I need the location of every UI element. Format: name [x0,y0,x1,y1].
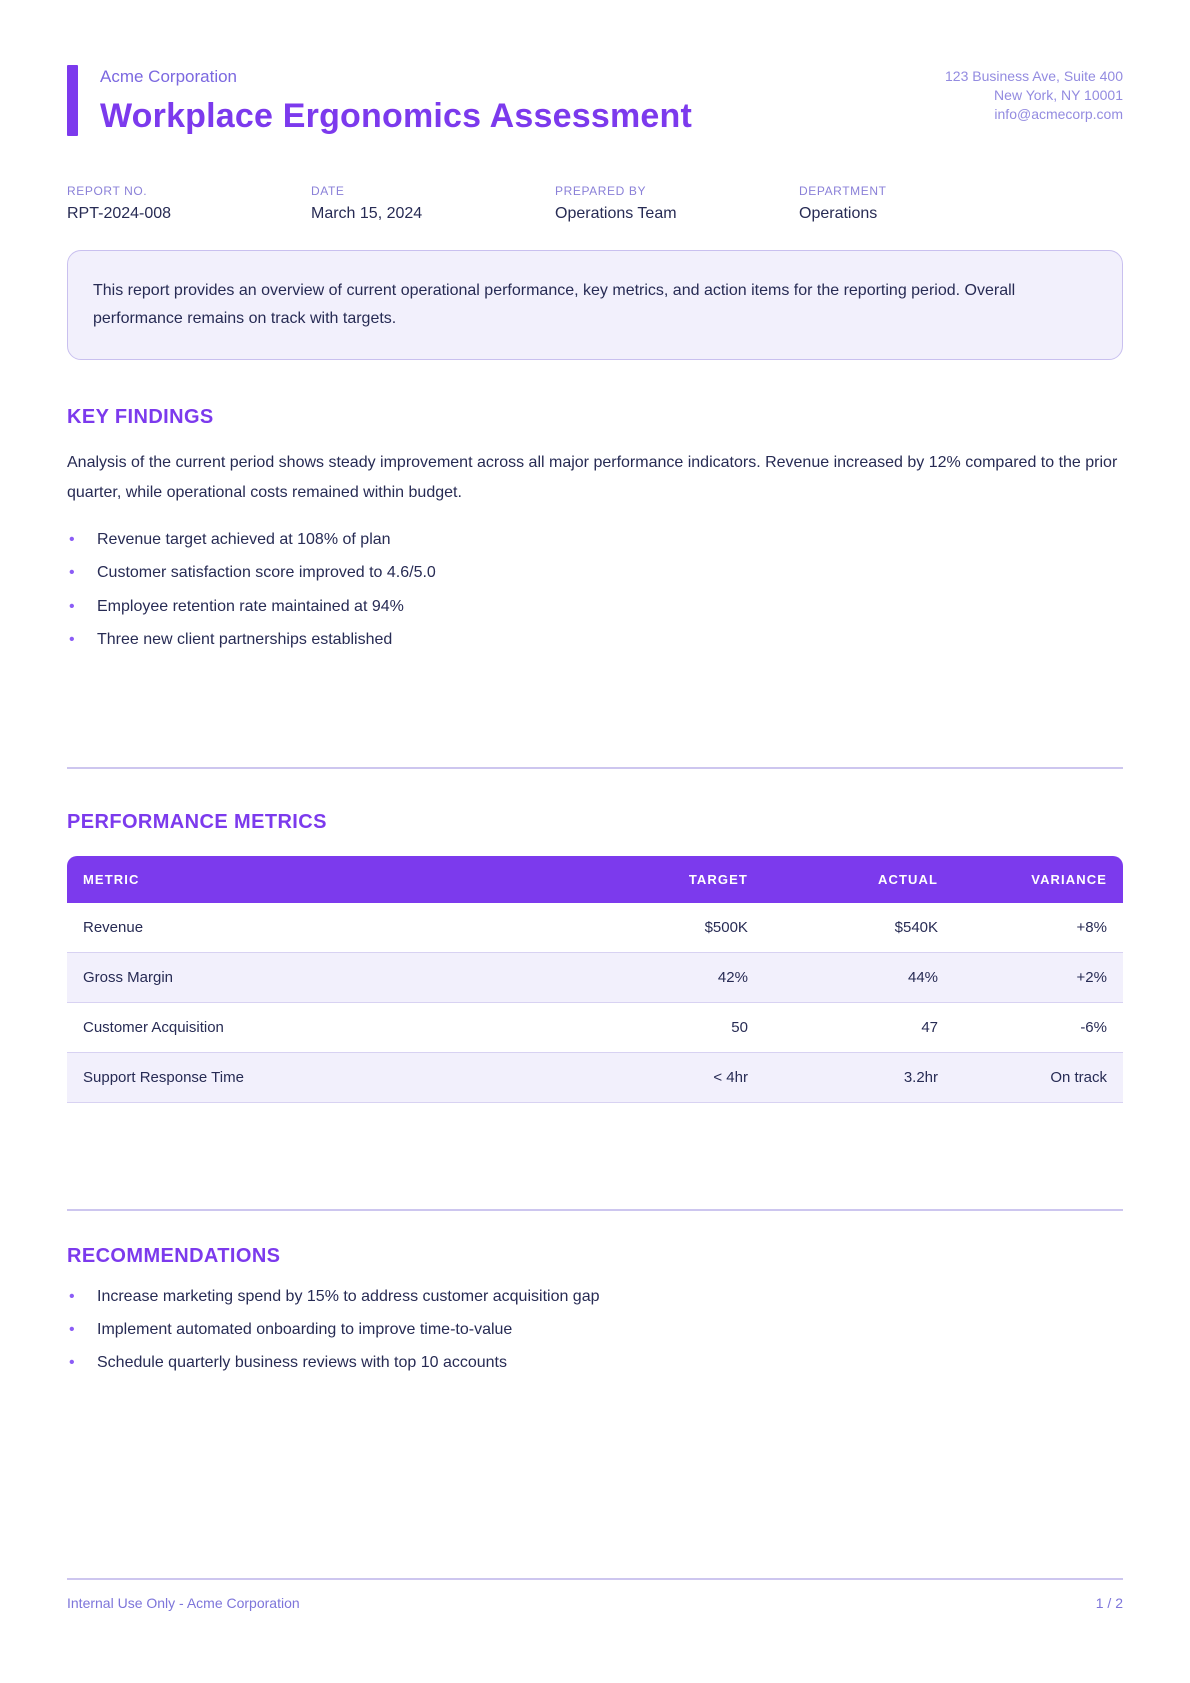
metrics-table-header [67,856,1123,903]
cell-target: 42% [553,953,764,1003]
meta-label: DATE [311,184,345,198]
section-divider [67,1209,1123,1211]
cell-variance: On track [954,1053,1123,1103]
cell-target: $500K [553,903,764,953]
table-header-row [67,856,1123,903]
report-header [67,65,1123,136]
address-line: 123 Business Ave, Suite 400 [945,68,1123,84]
recommendations-heading: RECOMMENDATIONS [67,1244,281,1267]
meta-department [799,184,887,223]
bullet-icon: • [69,1287,75,1305]
column-header-actual: ACTUAL [764,856,954,903]
company-address [945,65,1123,124]
cell-metric: Revenue [67,903,553,953]
key-findings-heading: KEY FINDINGS [67,406,214,428]
cell-variance: +8% [954,903,1123,953]
bullet-icon: • [69,1321,75,1339]
bullet-icon: • [69,1354,75,1372]
summary-text: This report provides an overview of current operational performance, key metrics, and action items for the reporting period. Overall performance remains on track with targets. [93,282,1016,327]
table-row [67,903,1123,953]
address-line: info@acmecorp.com [994,105,1123,122]
cell-metric: Customer Acquisition [67,1003,553,1053]
table-row [67,1003,1123,1053]
list-item-text: Increase marketing spend by 15% to address customer acquisition gap [97,1287,600,1305]
recommendations-list [67,1287,1123,1373]
cell-target: < 4hr [553,1053,764,1103]
bullet-icon: • [69,630,75,648]
cell-actual: 44% [764,953,954,1003]
meta-value: Operations Team [555,205,677,222]
metrics-table-body [67,903,1123,1103]
meta-label: PREPARED BY [555,184,647,198]
cell-actual: $540K [764,903,954,953]
meta-label: REPORT NO. [67,184,148,198]
meta-value: Operations [799,205,878,222]
cell-metric: Gross Margin [67,953,553,1003]
list-item [67,1287,1123,1306]
recommendations-section [67,1245,1123,1373]
cell-variance: -6% [954,1003,1123,1053]
bullet-icon: • [69,564,75,582]
company-name: Acme Corporation [100,67,238,86]
column-header-variance: VARIANCE [954,856,1123,903]
cell-actual: 3.2hr [764,1053,954,1103]
list-item-text: Three new client partnerships established [97,630,393,648]
list-item [67,597,1123,616]
list-item-text: Revenue target achieved at 108% of plan [97,531,391,549]
bullet-icon: • [69,597,75,615]
performance-metrics-section [67,811,1123,1103]
section-divider [67,767,1123,769]
meta-date [311,184,555,223]
page-number: 1 / 2 [1095,1595,1123,1611]
cell-metric: Support Response Time [67,1053,553,1103]
page-title: Workplace Ergonomics Assessment [100,97,692,135]
meta-label: DEPARTMENT [799,184,887,198]
list-item-text: Employee retention rate maintained at 94% [97,597,404,615]
list-item-text: Schedule quarterly business reviews with top 10 accounts [97,1354,507,1372]
summary-callout [67,250,1123,360]
report-footer [67,1578,1123,1611]
meta-prepared-by [555,184,799,223]
cell-target: 50 [553,1003,764,1053]
performance-metrics-heading: PERFORMANCE METRICS [67,810,327,833]
column-header-metric: METRIC [67,856,553,903]
list-item-text: Customer satisfaction score improved to 4.6/5.0 [97,564,436,582]
meta-value: RPT-2024-008 [67,205,172,222]
key-findings-intro: Analysis of the current period shows steady improvement across all major performance indicators. Revenue increased by 12% compared to the prior quarter, while operational costs remained within budget. [67,454,1118,501]
list-item [67,563,1123,582]
address-line: New York, NY 10001 [994,86,1123,103]
meta-report-no [67,184,311,223]
footer-classification: Internal Use Only - Acme Corporation [67,1595,300,1611]
accent-bar [67,65,78,136]
list-item [67,530,1123,549]
key-findings-list [67,530,1123,649]
header-left [67,65,692,136]
list-item [67,1353,1123,1372]
meta-value: March 15, 2024 [311,205,423,222]
cell-variance: +2% [954,953,1123,1003]
list-item [67,1320,1123,1339]
cell-actual: 47 [764,1003,954,1053]
report-meta [67,184,1123,223]
header-titles [100,65,692,136]
bullet-icon: • [69,531,75,549]
metrics-table [67,856,1123,1103]
key-findings-section [67,406,1123,649]
list-item [67,630,1123,649]
table-row [67,1053,1123,1103]
column-header-target: TARGET [553,856,764,903]
list-item-text: Implement automated onboarding to improve time-to-value [97,1321,513,1339]
table-row [67,953,1123,1003]
